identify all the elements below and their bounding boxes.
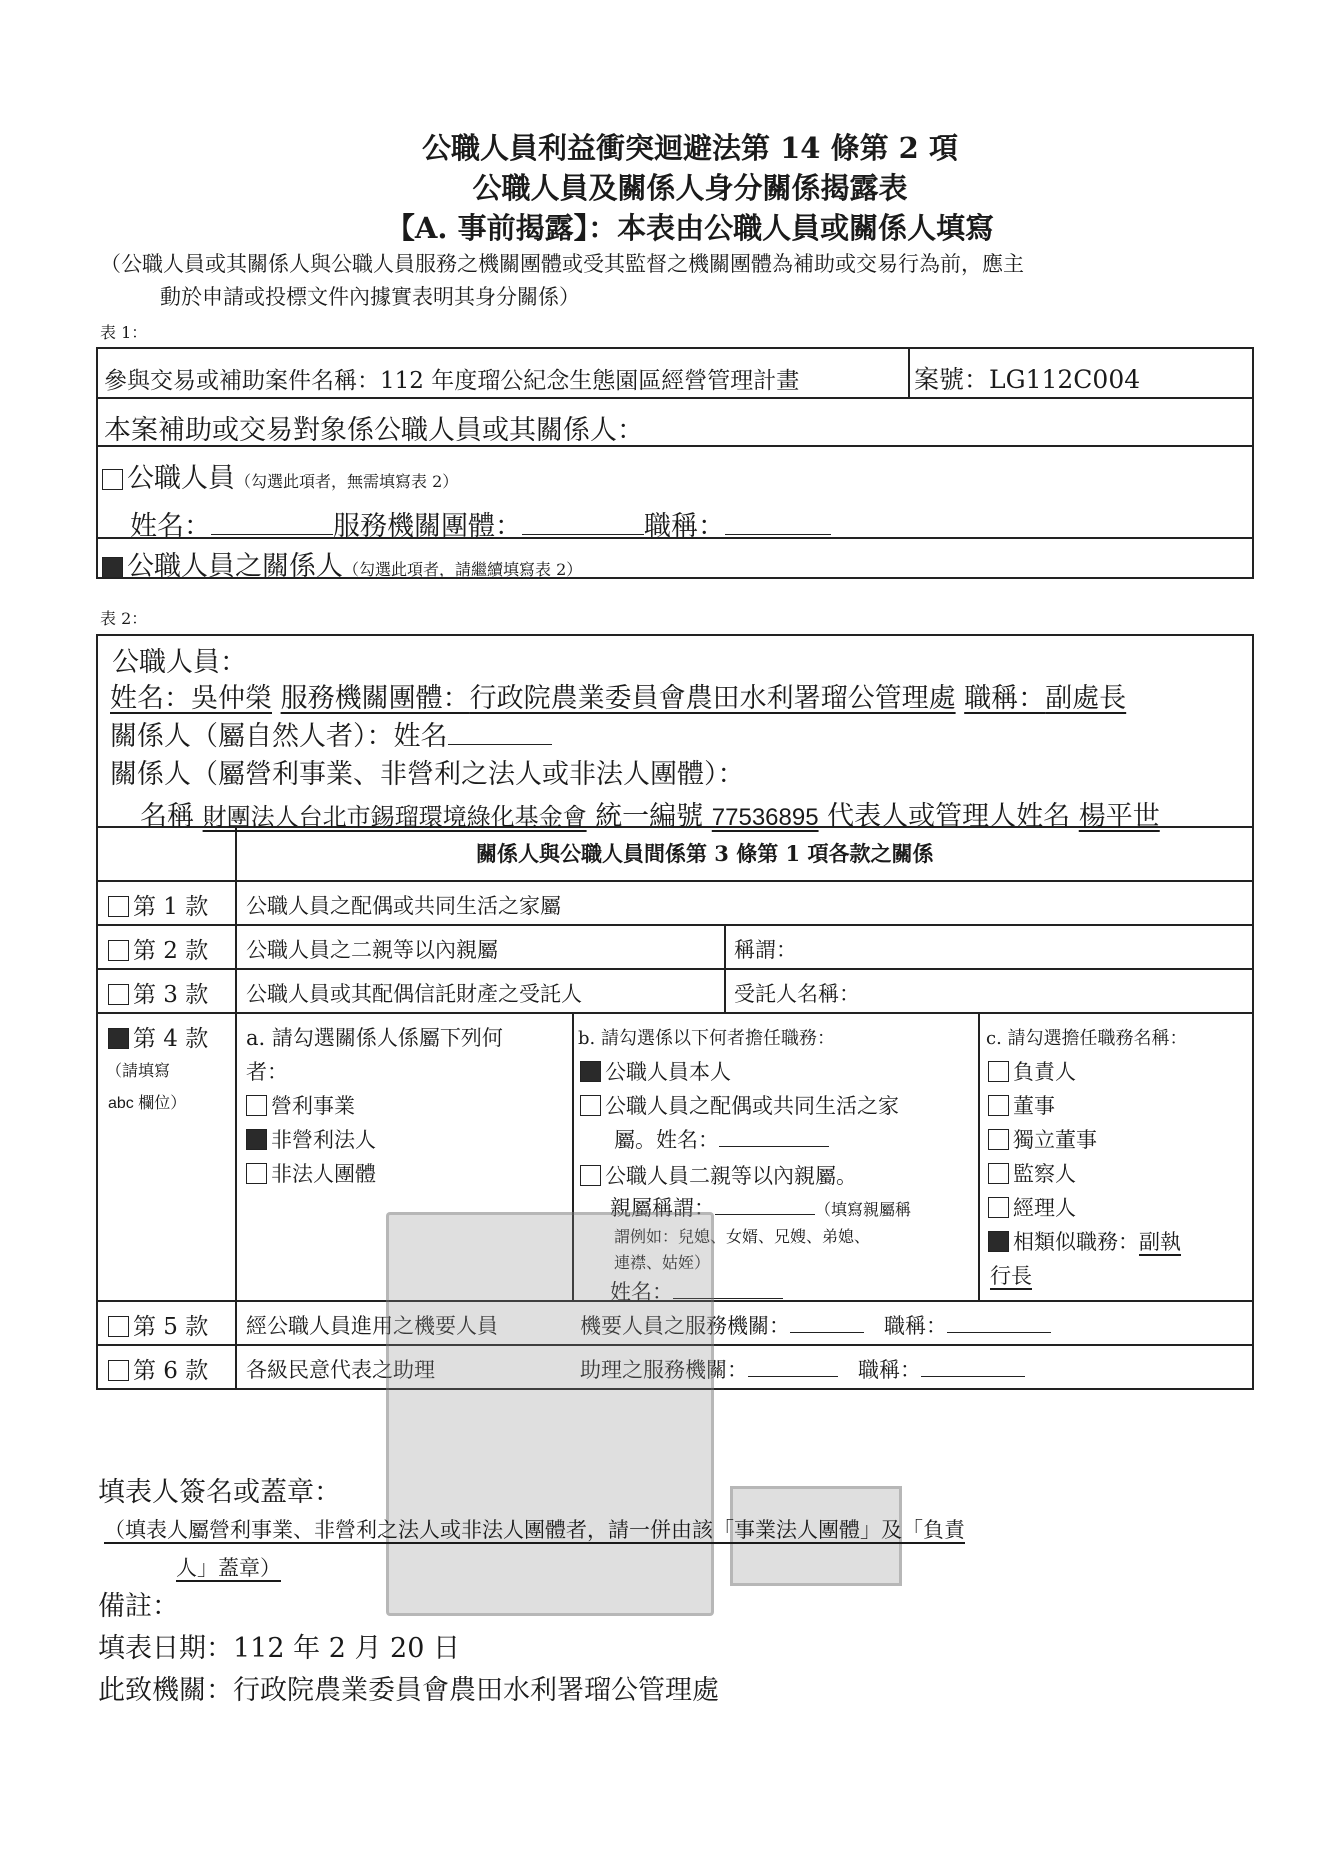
form-title-law: 公職人員利益衝突迴避法第 14 條第 2 項 bbox=[422, 131, 958, 165]
clause-5-agency-field[interactable] bbox=[790, 1312, 864, 1333]
official-name-label: 姓名： bbox=[110, 683, 191, 714]
recipient-agency: 此致機關：行政院農業委員會農田水利署瑠公管理處 bbox=[98, 1675, 719, 1706]
official-title-label: 職稱： bbox=[964, 683, 1046, 714]
checkbox-official[interactable] bbox=[102, 469, 123, 490]
col-a-title-1: a. 請勾選關係人係屬下列何 bbox=[246, 1026, 503, 1050]
option-related-person[interactable] bbox=[102, 544, 582, 583]
checkbox-non-juridical[interactable] bbox=[246, 1163, 267, 1184]
agency-label: 服務機關團體： bbox=[333, 511, 522, 542]
director-label: 董事 bbox=[1013, 1094, 1055, 1118]
instruction-note-line2: 動於申請或投標文件內據實表明其身分關係） bbox=[160, 285, 580, 309]
clause-6-text: 各級民意代表之助理 bbox=[246, 1358, 435, 1382]
clause-2-kinship-label: 稱謂： bbox=[734, 938, 797, 962]
target-question: 本案補助或交易對象係公職人員或其關係人： bbox=[104, 415, 644, 446]
col-c-opt-independent[interactable] bbox=[988, 1124, 1097, 1154]
similar-position-value-1: 副執 bbox=[1139, 1230, 1181, 1254]
name-field[interactable] bbox=[211, 512, 333, 535]
clause-1-label: 第 1 款 bbox=[133, 894, 209, 920]
checkbox-manager[interactable] bbox=[988, 1197, 1009, 1218]
signature-label: 填表人簽名或蓋章： bbox=[98, 1477, 341, 1508]
clause-4-label: 第 4 款 bbox=[133, 1026, 209, 1052]
official-heading: 公職人員： bbox=[112, 647, 247, 678]
checkbox-independent-director[interactable] bbox=[988, 1129, 1009, 1150]
clause-6-label: 第 6 款 bbox=[133, 1358, 209, 1384]
checkbox-nonprofit-corp[interactable] bbox=[246, 1129, 267, 1150]
spouse-family-label: 公職人員之配偶或共同生活之家 bbox=[605, 1094, 899, 1118]
official-agency: 行政院農業委員會農田水利署瑠公管理處 bbox=[469, 683, 956, 714]
relation-table-header: 關係人與公職人員間係第 3 條第 1 項各款之關係 bbox=[476, 841, 934, 866]
org-id-label: 統一編號 bbox=[595, 801, 704, 832]
kinship-field[interactable] bbox=[715, 1194, 815, 1215]
official-details bbox=[110, 676, 1126, 715]
col-b-spouse-name bbox=[614, 1124, 829, 1154]
table2-label: 表 2： bbox=[100, 609, 148, 628]
table1-label: 表 1： bbox=[100, 323, 148, 342]
relative-label: 公職人員二親等以內親屬。 bbox=[605, 1164, 857, 1188]
spouse-name-label: 屬。姓名： bbox=[614, 1128, 719, 1152]
clause-4-note-1: （請填寫 bbox=[106, 1061, 171, 1080]
option-related-note: （勾選此項者，請繼續填寫表 2） bbox=[343, 560, 583, 579]
org-id: 77536895 bbox=[711, 804, 819, 831]
relative-name-label: 姓名： bbox=[610, 1280, 673, 1304]
checkbox-clause-1[interactable] bbox=[108, 896, 129, 917]
row-clause-5[interactable] bbox=[108, 1308, 208, 1341]
similar-position-label: 相類似職務： bbox=[1013, 1230, 1139, 1254]
checkbox-relative[interactable] bbox=[580, 1165, 601, 1186]
col-c-title: c. 請勾選擔任職務名稱： bbox=[986, 1028, 1188, 1049]
clause-5-label: 第 5 款 bbox=[133, 1314, 209, 1340]
signature-note-2: 人」蓋章） bbox=[176, 1556, 281, 1580]
col-a-opt-profit[interactable] bbox=[246, 1090, 355, 1120]
checkbox-director[interactable] bbox=[988, 1095, 1009, 1116]
signature-note-1: （填表人屬營利事業、非營利之法人或非法人團體者，請一併由該「事業法人團體」及「負責 bbox=[104, 1518, 965, 1542]
organization-seal bbox=[386, 1212, 714, 1616]
checkbox-related-person[interactable] bbox=[102, 557, 123, 578]
checkbox-supervisor[interactable] bbox=[988, 1163, 1009, 1184]
row-clause-3[interactable] bbox=[108, 976, 208, 1009]
clause-5-title-field[interactable] bbox=[947, 1312, 1051, 1333]
kinship-hint-3: 連襟、姑姪） bbox=[614, 1253, 711, 1272]
row-clause-2[interactable] bbox=[108, 932, 208, 965]
remarks-label: 備註： bbox=[98, 1591, 179, 1622]
checkbox-official-self[interactable] bbox=[580, 1061, 601, 1082]
row-clause-4[interactable] bbox=[108, 1020, 208, 1053]
title-field[interactable] bbox=[725, 512, 831, 535]
official-name: 吳仲榮 bbox=[191, 683, 272, 714]
clause-3-trustee-label: 受託人名稱： bbox=[734, 982, 860, 1006]
profit-business-label: 營利事業 bbox=[271, 1094, 355, 1118]
org-details bbox=[140, 794, 1160, 833]
col-c-opt-supervisor[interactable] bbox=[988, 1158, 1076, 1188]
similar-position-value-2: 行長 bbox=[990, 1264, 1032, 1288]
non-juridical-label: 非法人團體 bbox=[271, 1162, 376, 1186]
form-title-disclosure: 公職人員及關係人身分關係揭露表 bbox=[472, 171, 908, 205]
clause-6-title-label: 職稱： bbox=[858, 1358, 921, 1382]
clause-6-title-field[interactable] bbox=[921, 1356, 1025, 1377]
case-number: 案號：LG112C004 bbox=[914, 365, 1141, 394]
natural-person-name-field[interactable] bbox=[448, 720, 552, 745]
col-b-opt-self[interactable] bbox=[580, 1056, 731, 1086]
col-a-opt-nonprofit[interactable] bbox=[246, 1124, 376, 1154]
independent-director-label: 獨立董事 bbox=[1013, 1128, 1097, 1152]
checkbox-clause-4[interactable] bbox=[108, 1028, 129, 1049]
clause-5-agency-label: 機要人員之服務機關： bbox=[580, 1314, 790, 1338]
clause-2-label: 第 2 款 bbox=[133, 938, 209, 964]
option-official[interactable] bbox=[102, 456, 458, 495]
option-official-label: 公職人員 bbox=[127, 463, 235, 494]
checkbox-spouse-family[interactable] bbox=[580, 1095, 601, 1116]
clause-5-title-label: 職稱： bbox=[884, 1314, 947, 1338]
natural-person-row bbox=[110, 714, 552, 753]
option-official-note: （勾選此項者，無需填寫表 2） bbox=[235, 472, 459, 491]
nonprofit-corp-label: 非營利法人 bbox=[271, 1128, 376, 1152]
checkbox-principal[interactable] bbox=[988, 1061, 1009, 1082]
kinship-hint-2: 謂例如：兒媳、女婿、兄嫂、弟媳、 bbox=[614, 1227, 871, 1246]
col-b-opt-relative[interactable] bbox=[580, 1160, 857, 1190]
checkbox-clause-2[interactable] bbox=[108, 940, 129, 961]
name-label: 姓名： bbox=[130, 511, 211, 542]
clause-3-label: 第 3 款 bbox=[133, 982, 209, 1008]
col-c-opt-manager[interactable] bbox=[988, 1192, 1076, 1222]
col-a-opt-nonjuridical[interactable] bbox=[246, 1158, 376, 1188]
agency-field[interactable] bbox=[522, 512, 644, 535]
kinship-label: 親屬稱謂： bbox=[610, 1196, 715, 1220]
checkbox-profit-business[interactable] bbox=[246, 1095, 267, 1116]
rep-name: 楊平世 bbox=[1078, 801, 1160, 832]
col-b-title: b. 請勾選係以下何者擔任職務： bbox=[578, 1028, 835, 1049]
col-c-opt-principal[interactable] bbox=[988, 1056, 1076, 1086]
checkbox-clause-3[interactable] bbox=[108, 984, 129, 1005]
clause-6-agency-label: 助理之服務機關： bbox=[580, 1358, 748, 1382]
principal-label: 負責人 bbox=[1013, 1060, 1076, 1084]
manager-label: 經理人 bbox=[1013, 1196, 1076, 1220]
official-info-row bbox=[130, 504, 831, 543]
checkbox-similar-position[interactable] bbox=[988, 1231, 1009, 1252]
natural-person-label: 關係人（屬自然人者）：姓名 bbox=[110, 721, 448, 752]
clause-6-agency-field[interactable] bbox=[748, 1356, 838, 1377]
form-title-prior-disclosure: 【A. 事前揭露】：本表由公職人員或關係人填寫 bbox=[385, 211, 995, 245]
org-heading: 關係人（屬營利事業、非營利之法人或非法人團體）： bbox=[110, 759, 745, 790]
col-c-opt-director[interactable] bbox=[988, 1090, 1055, 1120]
supervisor-label: 監察人 bbox=[1013, 1162, 1076, 1186]
checkbox-clause-5[interactable] bbox=[108, 1316, 129, 1337]
fill-date: 填表日期：112 年 2 月 20 日 bbox=[98, 1633, 460, 1664]
col-c-opt-similar[interactable] bbox=[988, 1226, 1181, 1256]
rep-label: 代表人或管理人姓名 bbox=[827, 801, 1071, 832]
kinship-hint-1: （填寫親屬稱 bbox=[815, 1200, 912, 1219]
row-clause-6[interactable] bbox=[108, 1352, 208, 1385]
col-a-title-2: 者： bbox=[246, 1060, 288, 1084]
title-label: 職稱： bbox=[644, 511, 725, 542]
clause-1-text: 公職人員之配偶或共同生活之家屬 bbox=[246, 894, 561, 918]
official-self-label: 公職人員本人 bbox=[605, 1060, 731, 1084]
clause-4-note-2: abc 欄位） bbox=[108, 1095, 187, 1112]
col-b-opt-spouse[interactable] bbox=[580, 1090, 899, 1120]
clause-3-text: 公職人員或其配偶信託財產之受託人 bbox=[246, 982, 582, 1006]
clause-5-text: 經公職人員進用之機要人員 bbox=[246, 1314, 498, 1338]
case-name: 參與交易或補助案件名稱：112 年度瑠公紀念生態園區經營管理計畫 bbox=[104, 368, 800, 394]
row-clause-1[interactable] bbox=[108, 888, 208, 921]
official-agency-label: 服務機關團體： bbox=[280, 683, 470, 714]
org-name-label: 名稱 bbox=[140, 801, 194, 832]
official-title: 副處長 bbox=[1045, 683, 1127, 714]
clause-2-text: 公職人員之二親等以內親屬 bbox=[246, 938, 498, 962]
checkbox-clause-6[interactable] bbox=[108, 1360, 129, 1381]
instruction-note-line1: （公職人員或其關係人與公職人員服務之機關團體或受其監督之機關團體為補助或交易行為前，應主 bbox=[100, 252, 1024, 276]
org-name: 財團法人台北市錫瑠環境綠化基金會 bbox=[202, 804, 587, 831]
option-related-label: 公職人員之關係人 bbox=[127, 551, 343, 582]
spouse-name-field[interactable] bbox=[719, 1126, 829, 1147]
